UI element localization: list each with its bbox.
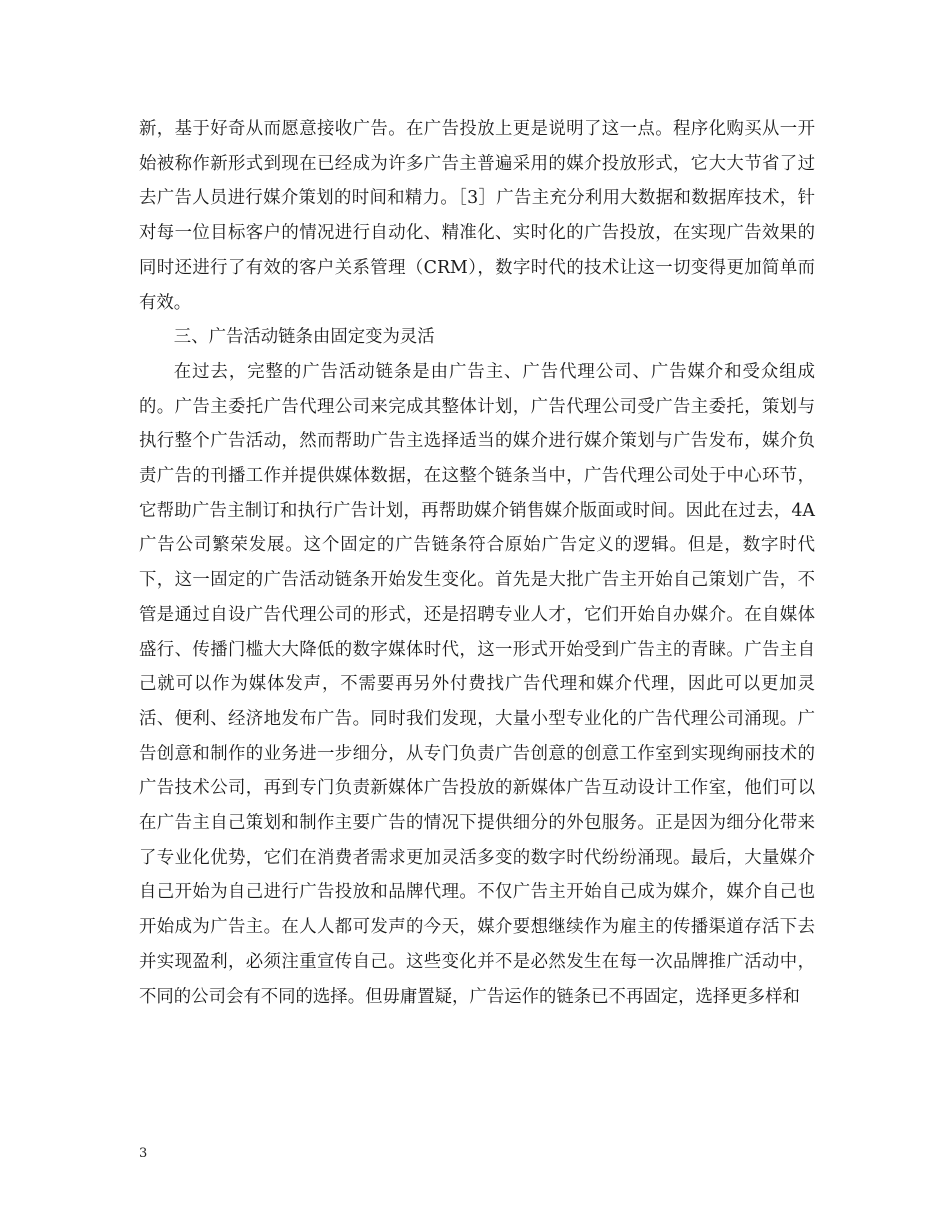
body-text [139, 112, 815, 1014]
paragraph-continuation: 新，基于好奇从而愿意接收广告。在广告投放上更是说明了这一点。程序化购买从一开始被称作新形式到现在已经成为许多广告主普遍采用的媒介投放形式，它大大节省了过去广告人员进行媒介策划的时间和精力。［3］广告主充分利用大数据和数据库技术，针对每一位目标客户的情况进行自动化、精准化、实时化的广告投放，在实现广告效果的同时还进行了有效的客户关系管理（CRM），数字时代的技术让这一切变得更加简单而有效。 [139, 119, 815, 313]
page-number: 3 [139, 1146, 148, 1161]
paragraph-ad-chain: 在过去，完整的广告活动链条是由广告主、广告代理公司、广告媒介和受众组成的。广告主委托广告代理公司来完成其整体计划，广告代理公司受广告主委托，策划与执行整个广告活动，然而帮助广告主选择适当的媒介进行媒介策划与广告发布，媒介负责广告的刊播工作并提供媒体数据，在这整个链条当中，广告代理公司处于中心环节，它帮助广告主制订和执行广告计划，再帮助媒介销售媒介版面或时间。因此在过去，4A广告公司繁荣发展。这个固定的广告链条符合原始广告定义的逻辑。但是，数字时代下，这一固定的广告活动链条开始发生变化。首先是大批广告主开始自己策划广告，不管是通过自设广告代理公司的形式，还是招聘专业人才，它们开始自办媒介。在自媒体盛行、传播门槛大大降低的数字媒体时代，这一形式开始受到广告主的青睐。广告主自己就可以作为媒体发声，不需要再另外付费找广告代理和媒介代理，因此可以更加灵活、便利、经济地发布广告。同时我们发现，大量小型专业化的广告代理公司涌现。广告创意和制作的业务进一步细分，从专门负责广告创意的创意工作室到实现绚丽技术的广告技术公司，再到专门负责新媒体广告投放的新媒体广告互动设计工作室，他们可以在广告主自己策划和制作主要广告的情况下提供细分的外包服务。正是因为细分化带来了专业化优势，它们在消费者需求更加灵活多变的数字时代纷纷涌现。最后，大量媒介自己开始为自己进行广告投放和品牌代理。不仅广告主开始自己成为媒介，媒介自己也开始成为广告主。在人人都可发声的今天，媒介要想继续作为雇主的传播渠道存活下去并实现盈利，必须注重宣传自己。这些变化并不是必然发生在每一次品牌推广活动中，不同的公司会有不同的选择。但毋庸置疑，广告运作的链条已不再固定，选择更多样和 [139, 361, 815, 1007]
section-heading: 三、广告活动链条由固定变为灵活 [173, 327, 435, 348]
